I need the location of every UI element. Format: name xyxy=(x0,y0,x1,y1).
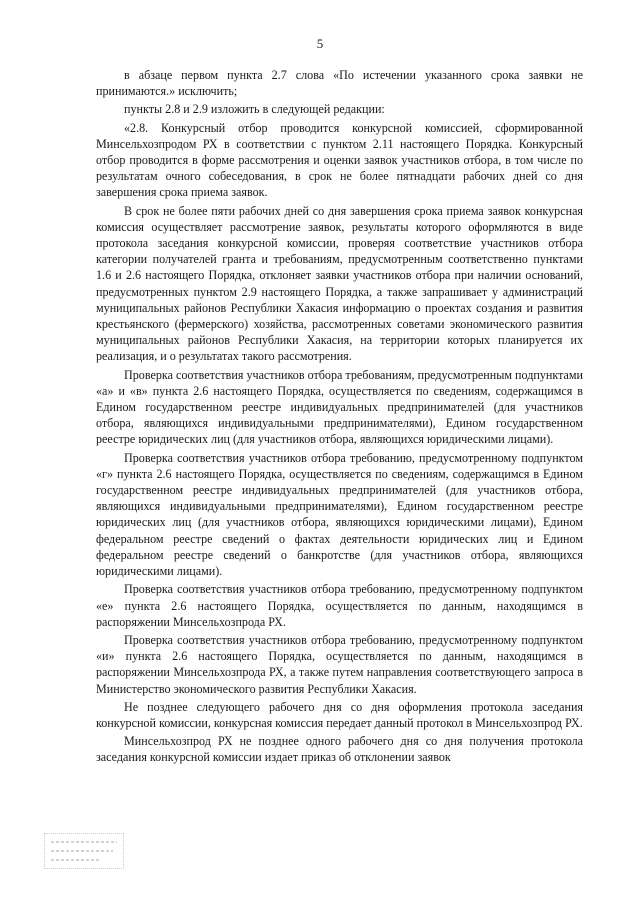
paragraph-rejection-order: Минсельхозпрод РХ не позднее одного рабочего дня со дня получения протокола заседания конкурсной комиссии издает приказ об отклонении заявок xyxy=(96,734,583,765)
paragraph-protocol-transfer: Не позднее следующего рабочего дня со дня оформления протокола заседания конкурсной комиссии, конкурсная комиссия передает данный протокол в Минсельхозпрод РХ. xyxy=(96,699,583,730)
paragraph-clause-2-8: «2.8. Конкурсный отбор проводится конкурсной комиссией, сформированной Минсельхозпродом РХ в соответствии с пунктом 2.11 настоящего Порядка. Конкурсный отбор проводится в форме рассмотрения и оценки заявок участников отбора, в том числе по результатам очного собеседования, в срок не более пятнадцати рабочих дней со дня завершения срока приема заявок. xyxy=(96,120,583,200)
stamp-line xyxy=(51,841,117,843)
stamp-line xyxy=(51,850,113,852)
paragraph-check-e: Проверка соответствия участников отбора требованию, предусмотренному подпунктом «е» пункта 2.6 настоящего Порядка, осуществляется по данным, находящимся в распоряжении Минсельхозпрода РХ. xyxy=(96,582,583,629)
document-body xyxy=(96,67,583,766)
paragraph-amendment-2-7: в абзаце первом пункта 2.7 слова «По истечении указанного срока заявки не принимаются.» исключить; xyxy=(96,68,583,99)
paragraph-new-wording-intro: пункты 2.8 и 2.9 изложить в следующей редакции: xyxy=(124,102,385,117)
faded-stamp xyxy=(44,833,124,869)
paragraph-check-g: Проверка соответствия участников отбора требованию, предусмотренному подпунктом «г» пункта 2.6 настоящего Порядка, осуществляется по сведениям, содержащимся в Едином государственном реестре индивидуальных предпринимателей (для участников отбора, являющихся индивидуальными предпринимателями), Едином государственном реестре юридических лиц (для участников отбора, являющихся юридическими лицами), Едином федеральном реестре сведений о фактах деятельности юридических лиц и Едином федеральном реестре сведений о банкротстве (для участников отбора, являющихся юридическими лицами). xyxy=(96,450,583,579)
page-number: 5 xyxy=(316,36,324,51)
paragraph-check-i: Проверка соответствия участников отбора требованию, предусмотренному подпунктом «и» пункта 2.6 настоящего Порядка, осуществляется по данным, находящимся в распоряжении Минсельхозпрода РХ, а также путем направления соответствующего запроса в Министерство экономического развития Республики Хакасия. xyxy=(96,632,583,696)
stamp-line xyxy=(51,859,99,861)
paragraph-check-a-v: Проверка соответствия участников отбора требованиям, предусмотренным подпунктами «а» и «в» пункта 2.6 настоящего Порядка, осуществляется по сведениям, содержащимся в Едином государственном реестре индивидуальных предпринимателей (для участников отбора, являющихся индивидуальными предпринимателями), Едином государственном реестре юридических лиц (для участников отбора, являющихся юридическими лицами). xyxy=(96,367,583,447)
paragraph-review-period: В срок не более пяти рабочих дней со дня завершения срока приема заявок конкурсная комиссия осуществляет рассмотрение заявок, результаты которого оформляются в виде протокола заседания конкурсной комиссии, проверяя соответствие участников отбора категории получателей гранта и требованиям, предусмотренным соответственно пунктами 1.6 и 2.6 настоящего Порядка, отклоняет заявки участников отбора при наличии оснований, предусмотренных пунктом 2.9 настоящего Порядка, а также запрашивает у администраций муниципальных районов Республики Хакасия информацию о проектах создания и развития крестьянского (фермерского) хозяйства, рассмотренных советами экономического развития муниципальных районов Республики Хакасия, на территории которых планируется их реализация, и о результатах такого рассмотрения. xyxy=(96,203,583,364)
